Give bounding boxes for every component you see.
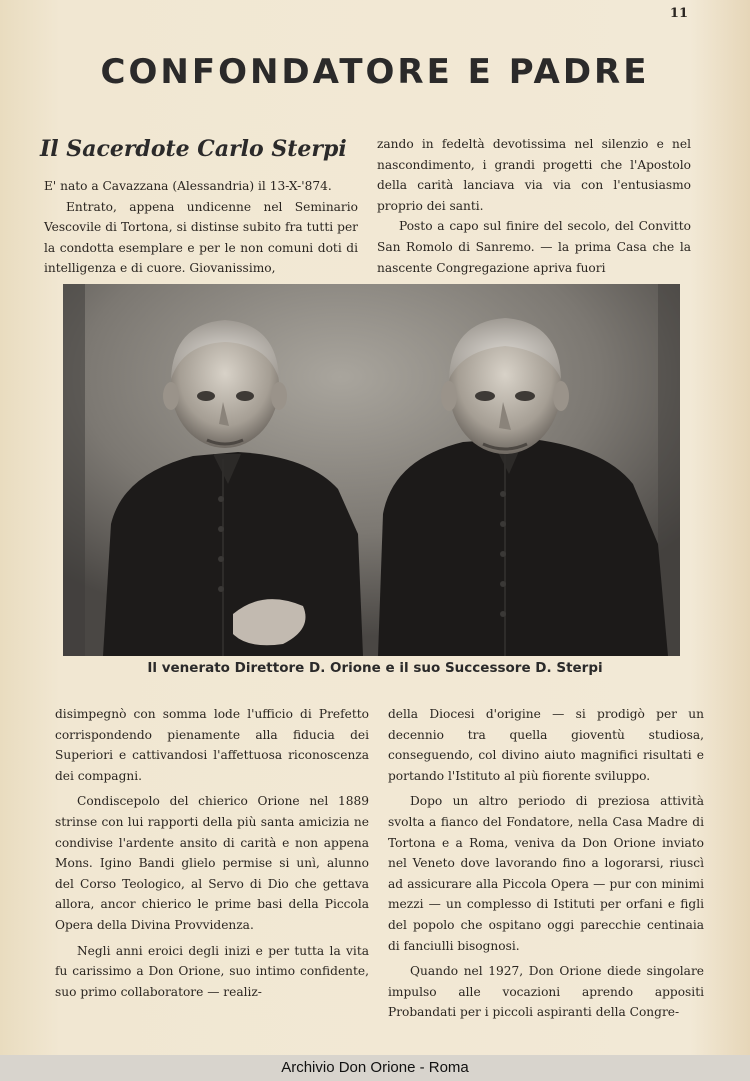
paragraph: Entrato, appena undicenne nel Seminario Vescovile di Tortona, si distinse subito fra tutti per la condotta esemplare e per le non comuni doti di intelligenza e di cuore. Giovanissimo, [44, 199, 358, 276]
paragraph: Dopo un altro periodo di preziosa attività svolta a fianco del Fondatore, nella Casa Madre di Tortona e a Roma, veniva da Don Orione inviato nel Veneto dove lavorando fino a logorarsi, riuscì ad assicurare alla Piccola Opera — pur con minimi mezzi — un complesso di Istituti per orfani e figli del popolo che ospitano oggi parecchie centinaia di fanciulli bisognosi. [388, 794, 704, 953]
top-right-column [377, 134, 691, 278]
paragraph: Negli anni eroici degli inizi e per tutta la vita fu carissimo a Don Orione, suo intimo confidente, suo primo collaboratore — realiz- [55, 943, 369, 999]
portrait-illustration [63, 284, 680, 656]
paragraph: E' nato a Cavazzana (Alessandria) il 13-X-'874. [44, 179, 332, 193]
archive-footer: Archivio Don Orione - Roma [0, 1055, 750, 1081]
paragraph: zando in fedeltà devotissima nel silenzio e nel nascondimento, i grandi progetti che l'Apostolo della carità lanciava via via con l'entusiasmo proprio dei santi. [377, 137, 691, 213]
bottom-right-column [388, 704, 704, 1023]
page-number: 11 [669, 6, 688, 21]
top-left-column [44, 176, 358, 279]
paragraph: Posto a capo sul finire del secolo, del Convitto San Romolo di Sanremo. — la prima Casa che la nascente Congregazione apriva fuori [377, 219, 691, 275]
page-title: CONFONDATORE E PADRE [100, 52, 650, 92]
paragraph: della Diocesi d'origine — si prodigò per un decennio tra quella gioventù studiosa, conseguendo, col divino aiuto magnifici risultati e portando l'Istituto al più fiorente sviluppo. [388, 707, 704, 783]
section-title: Il Sacerdote Carlo Sterpi [40, 136, 347, 162]
bottom-left-column [55, 704, 369, 1002]
paragraph: Condiscepolo del chierico Orione nel 1889 strinse con lui rapporti della più santa amicizia ne condivise l'ardente ansito di carità e non appena Mons. Igino Bandi glielo permise si unì, alunno del Corso Teologico, al Servo di Dio che gettava allora, ancor chierico le prime basi della Piccola Opera della Divina Provvidenza. [55, 794, 369, 932]
paragraph: Quando nel 1927, Don Orione diede singolare impulso alle vocazioni aprendo appositi Probandati per i piccoli aspiranti della Congre- [388, 964, 704, 1020]
photo-caption: Il venerato Direttore D. Orione e il suo Successore D. Sterpi [147, 660, 603, 676]
portrait-photo [63, 284, 680, 656]
paragraph: disimpegnò con somma lode l'ufficio di Prefetto corrispondendo pienamente alla fiducia dei Superiori e cattivandosi l'affettuosa riconoscenza dei compagni. [55, 707, 369, 783]
